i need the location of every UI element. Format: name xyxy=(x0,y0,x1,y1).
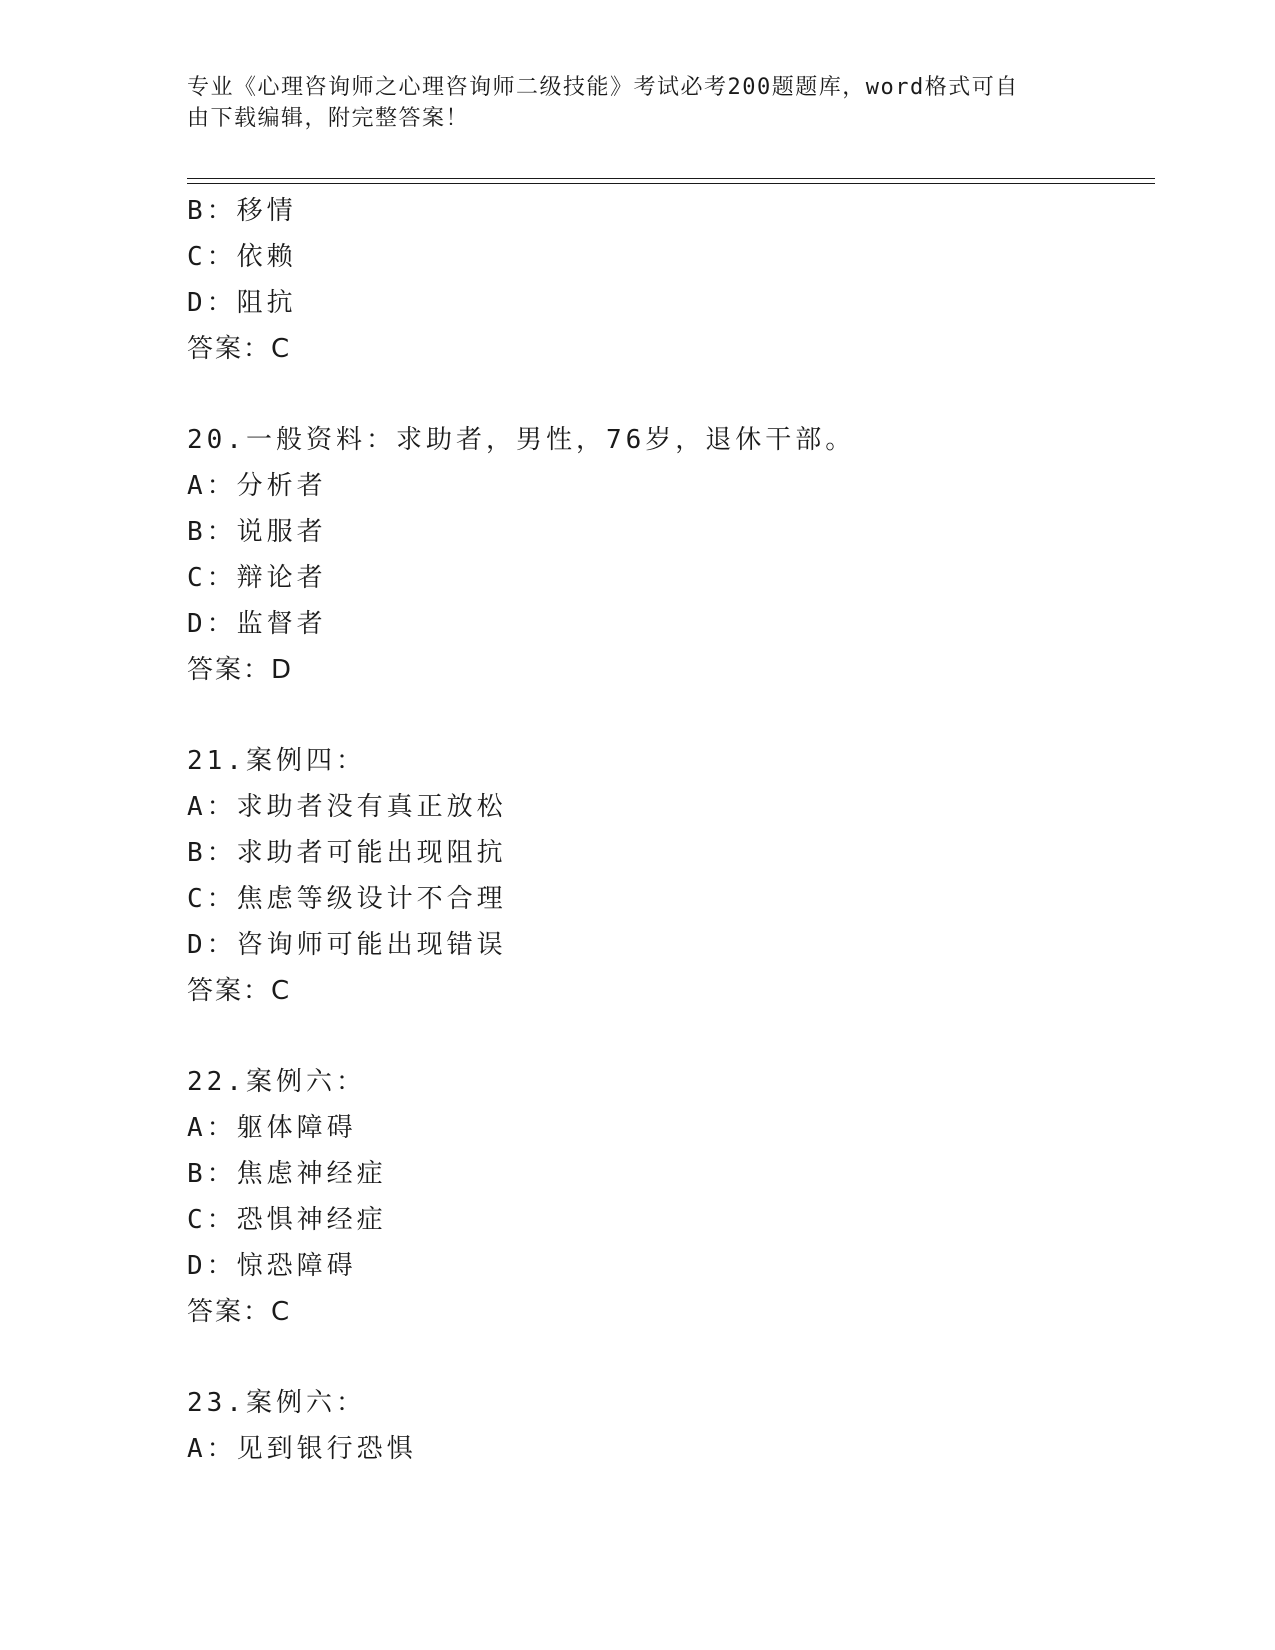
option-c: C：辩论者 xyxy=(187,563,327,593)
answer-line: 答案：C xyxy=(187,976,292,1006)
option-c: C：恐惧神经症 xyxy=(187,1205,387,1235)
option-d: D：咨询师可能出现错误 xyxy=(187,930,507,960)
option-a: A：见到银行恐惧 xyxy=(187,1434,417,1464)
option-b: B：焦虑神经症 xyxy=(187,1159,387,1189)
option-d: D：监督者 xyxy=(187,609,327,639)
question-19-partial xyxy=(187,188,1155,372)
header-rule-bottom xyxy=(187,183,1155,184)
question-stem: 23.案例六： xyxy=(187,1388,366,1418)
question-stem: 22.案例六： xyxy=(187,1067,366,1097)
answer-line: 答案：D xyxy=(187,655,294,685)
header-rule-top xyxy=(187,178,1155,179)
option-b: B：说服者 xyxy=(187,517,327,547)
header-line-2: 由下载编辑，附完整答案！ xyxy=(187,106,470,131)
question-21 xyxy=(187,738,1155,1014)
question-23 xyxy=(187,1380,1155,1472)
option-d: D：惊恐障碍 xyxy=(187,1251,357,1281)
header-line-1: 专业《心理咨询师之心理咨询师二级技能》考试必考200题题库，word格式可自 xyxy=(187,75,1019,100)
question-list xyxy=(187,188,1155,1472)
option-a: A：躯体障碍 xyxy=(187,1113,357,1143)
option-b: B：移情 xyxy=(187,196,297,226)
option-c: C：依赖 xyxy=(187,242,297,272)
document-header xyxy=(187,72,1087,134)
question-20 xyxy=(187,417,1155,693)
question-stem: 21.案例四： xyxy=(187,746,366,776)
answer-line: 答案：C xyxy=(187,1297,292,1327)
question-stem: 20.一般资料：求助者，男性，76岁，退休干部。 xyxy=(187,425,856,455)
answer-line: 答案：C xyxy=(187,334,292,364)
option-a: A：求助者没有真正放松 xyxy=(187,792,507,822)
option-c: C：焦虑等级设计不合理 xyxy=(187,884,507,914)
option-d: D：阻抗 xyxy=(187,288,297,318)
option-a: A：分析者 xyxy=(187,471,327,501)
option-b: B：求助者可能出现阻抗 xyxy=(187,838,507,868)
question-22 xyxy=(187,1059,1155,1335)
